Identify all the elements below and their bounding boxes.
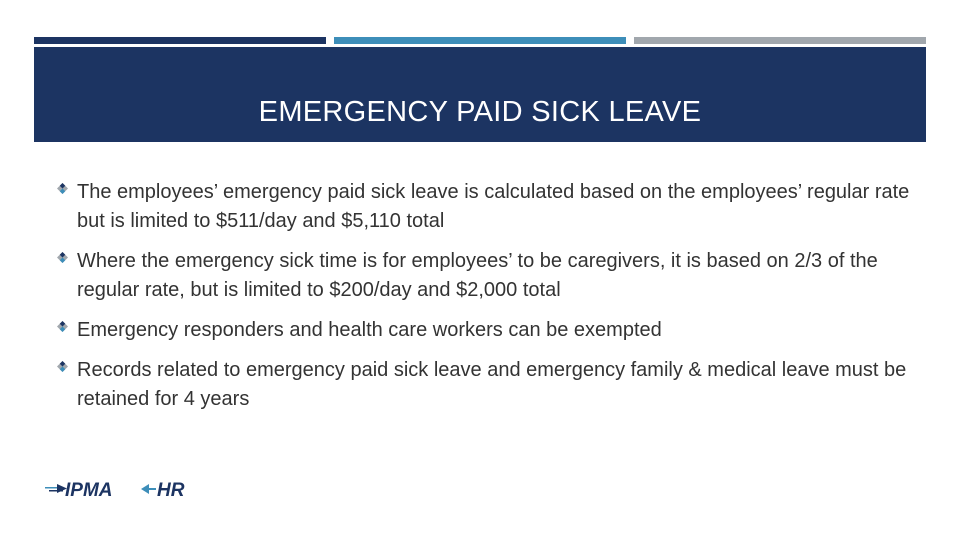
accent-bar-navy (34, 37, 326, 44)
logo-text-ipma: IPMA (65, 480, 113, 500)
bullet-item (56, 247, 916, 305)
diamond-bullet-icon (57, 361, 68, 372)
title-band (34, 47, 926, 142)
accent-bar-gray (634, 37, 926, 44)
bullet-item (56, 316, 916, 345)
bullet-list (56, 178, 916, 425)
diamond-bullet-icon (57, 183, 68, 194)
accent-bars (34, 37, 926, 44)
bullet-text: Where the emergency sick time is for employees’ to be caregivers, it is based on 2/3 of the regular rate, but is limited to $200/day and $2,000 total (77, 250, 878, 301)
ipma-hr-logo (45, 478, 195, 500)
diamond-bullet-icon (57, 252, 68, 263)
diamond-bullet-icon (57, 321, 68, 332)
bullet-text: The employees’ emergency paid sick leave is calculated based on the employees’ regular rate but is limited to $511/day and $5,110 total (77, 181, 910, 232)
bullet-text: Records related to emergency paid sick leave and emergency family & medical leave must be retained for 4 years (77, 359, 907, 410)
slide-title: EMERGENCY PAID SICK LEAVE (258, 96, 702, 128)
logo-text-hr: HR (157, 480, 185, 500)
accent-bar-blue (334, 37, 626, 44)
bullet-text: Emergency responders and health care workers can be exempted (77, 319, 662, 341)
bullet-item (56, 178, 916, 236)
bullet-item (56, 356, 916, 414)
